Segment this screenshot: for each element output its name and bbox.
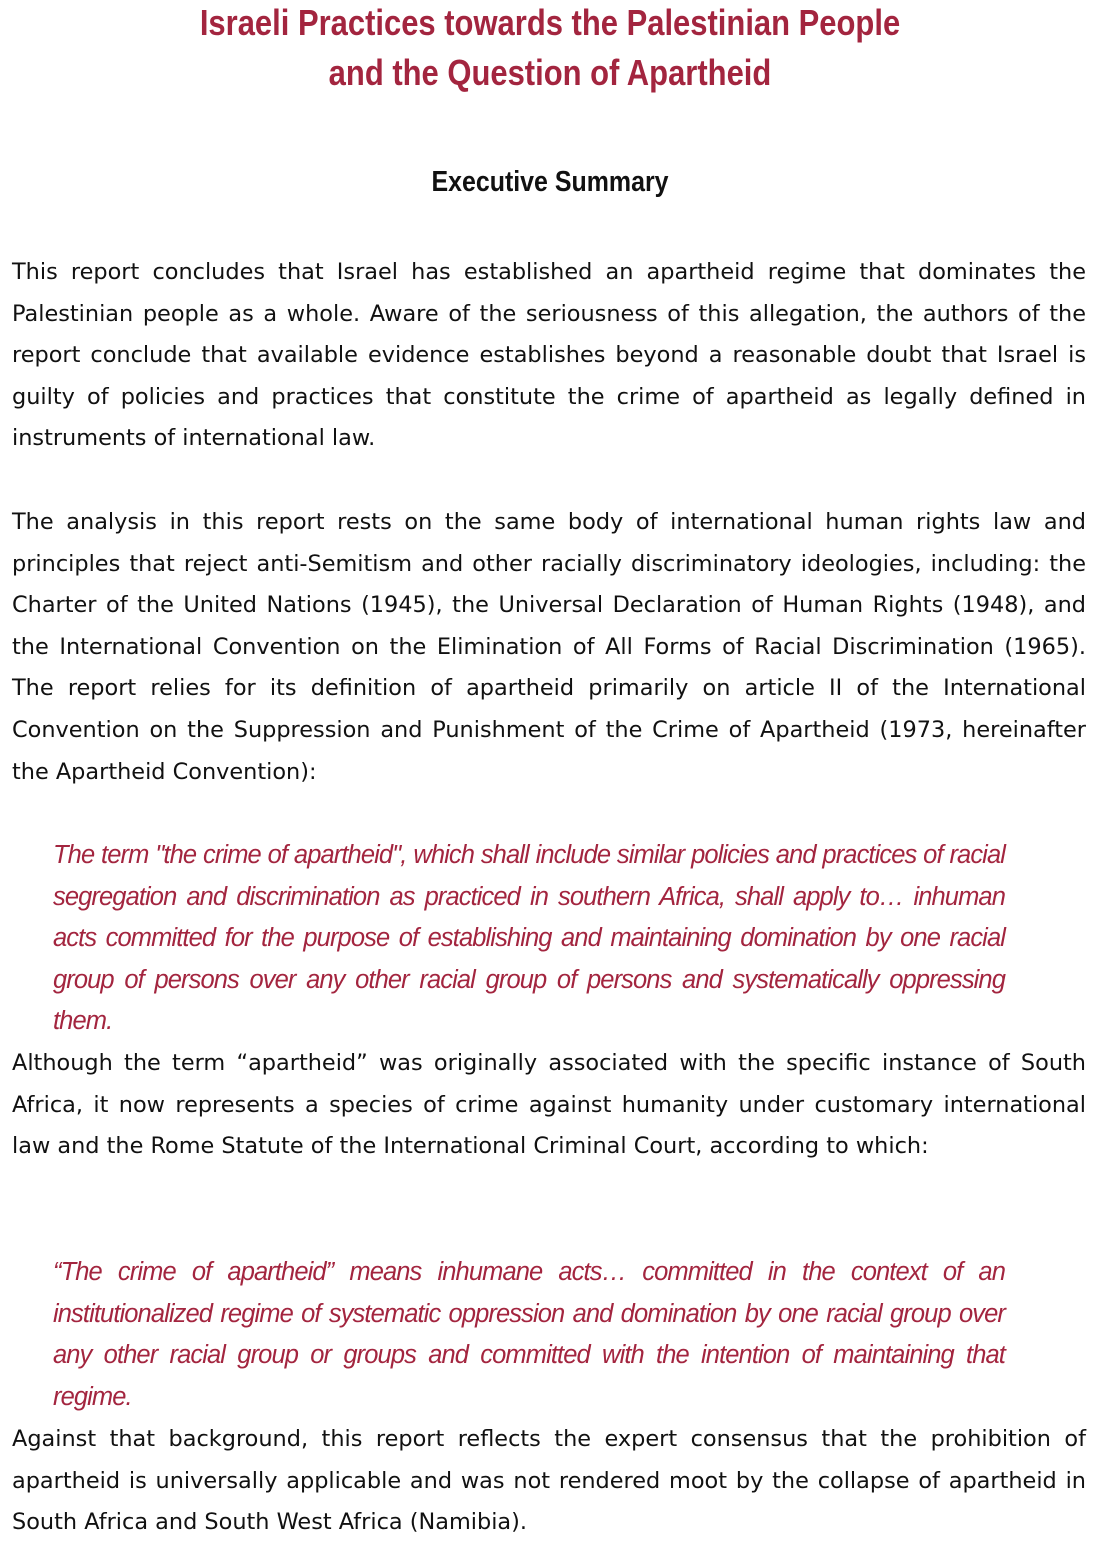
paragraph-2: The analysis in this report rests on the same body of international human rights law and principles that reject anti-Semitism and other racially discriminatory ideologies, including: the Charter of the United Nations (1945), the Universal Declaration of Human Rights (1948), and the International Convention on the Elimination of All Forms of Racial Discrimination (1965). The report relies for its definition of apartheid primarily on article II of the International Convention on the Suppression and Punishment of the Crime of Apartheid (1973, hereinafter the Apartheid Convention): (12, 509, 1086, 785)
paragraph-1: This report concludes that Israel has established an apartheid regime that dominates the Palestinian people as a whole. Aware of the seriousness of this allegation, the authors of the report conclude that available evidence establishes beyond a reasonable doubt that Israel is guilty of policies and practices that constitute the crime of apartheid as legally defined in instruments of international law. (12, 259, 1086, 452)
paragraph-3: Although the term “apartheid” was originally associated with the specific instance of South Africa, it now represents a species of crime against humanity under customary international law and the Rome Statute of the International Criminal Court, according to which: (12, 1050, 1086, 1160)
section-heading: Executive Summary (431, 166, 669, 198)
title-line-2: and the Question of Apartheid (328, 52, 772, 93)
document-title (77, 0, 1023, 98)
title-line-1: Israeli Practices towards the Palestinian People (199, 2, 901, 43)
block-quote-1: The term "the crime of apartheid", which shall include similar policies and practices of racial segregation and discrimination as practiced in southern Africa, shall apply to… inhuman acts committed for the purpose of establishing and maintaining domination by one racial group of persons over any other racial group of persons and systematically oppressing them. (53, 841, 1005, 1036)
block-quote-2: “The crime of apartheid” means inhumane acts… committed in the context of an institutionalized regime of systematic oppression and domination by one racial group over any other racial group or groups and committed with the intention of maintaining that regime. (53, 1258, 1005, 1411)
paragraph-4: Against that background, this report reflects the expert consensus that the prohibition of apartheid is universally applicable and was not rendered moot by the collapse of apartheid in South Africa and South West Africa (Namibia). (12, 1426, 1086, 1536)
